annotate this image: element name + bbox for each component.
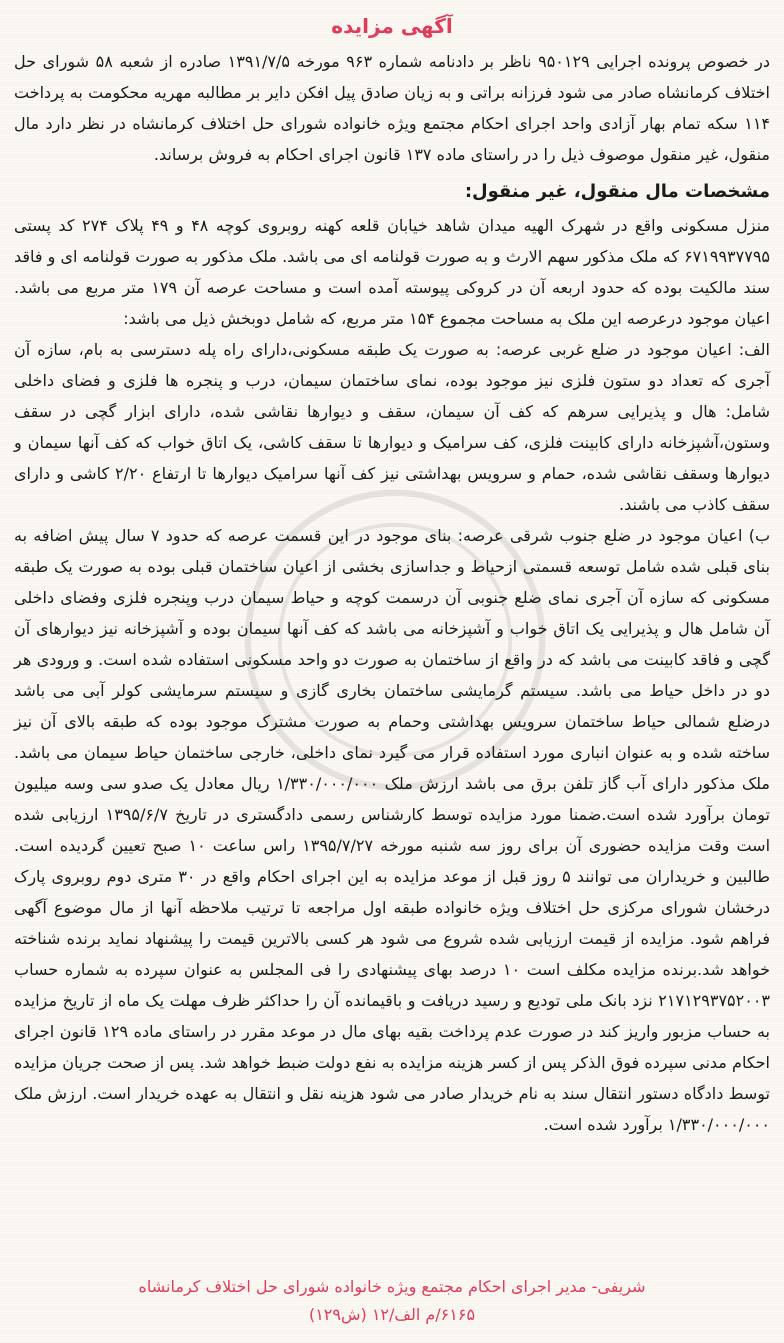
signature-line: شریفی- مدیر اجرای احکام مجتمع ویژه خانواده شورای حل اختلاف کرمانشاه xyxy=(138,1277,646,1296)
reference-line: ۶۱۶۵/م الف/۱۲ (ش۱۲۹) xyxy=(308,1305,476,1324)
section-heading: مشخصات مال منقول، غیر منقول: xyxy=(464,181,770,202)
notice-title: آگهی مزایده xyxy=(331,14,453,38)
property-paragraph: منزل مسکونی واقع در شهرک الهیه میدان شاهد خیابان قلعه کهنه روبروی کوچه ۴۸ و ۴۹ پلاک ۲۷۴ کد پستی ۶۷۱۹۹۳۷۷۹۵ که ملک مذکور سهم الارث و به صورت قولنامه ای می باشد. ملک مذکور به صورت قولنامه ای و فاقد سند مالکیت بوده که حدود اربعه آن در کروکی پیوسته آمده است و مساحت عرصه آن ۱۷۹ متر مربع می باشد. اعیان موجود درعرصه این ملک به مساحت مجموع ۱۵۴ متر مربع، که شامل دوبخش ذیل می باشد: xyxy=(14,216,771,328)
notice-footer xyxy=(0,1273,784,1329)
part-b-paragraph: ب) اعیان موجود در ضلع جنوب شرقی عرصه: بنای موجود در این قسمت عرصه که حدود ۷ سال پیش اضافه به بنای قبلی شده شامل توسعه قسمتی ازحیاط و جداسازی بخشی از اعیان ساختمان قبلی بوده به صورت یک طبقه مسکونی که سازه آن آجری نمای ضلع جنوبی آن درسمت کوچه و حیاط سیمان درب وپنجره فلزی وفضای داخلی آن شامل هال و پذیرایی یک اتاق خواب و آشپزخانه می باشد که کف آنها سیمان بوده و آشپزخانه نیز دیوارهای آن گچی و فاقد کابینت می باشد که در واقع از ساختمان به صورت دو واحد مسکونی استفاده شده است. و ورودی هر دو در داخل حیاط می باشد. سیستم گرمایشی ساختمان بخاری گازی و سیستم سرمایشی کولر آبی می باشد درضلع شمالی حیاط ساختمان سرویس بهداشتی وحمام به صورت مشترک موجود بوده که طبقه بالای آن نیز ساخته شده و به عنوان انباری مورد استفاده قرار می گیرد نمای داخلی، خارجی ساختمان حیاط سیمان می باشد. ملک مذکور دارای آب گاز تلفن برق می باشد ارزش ملک ۱/۳۳۰/۰۰۰/۰۰۰ ریال معادل یک صدو سی وسه میلیون تومان برآورد شده است.ضمنا مورد مزایده توسط کارشناس رسمی دادگستری در تاریخ ۱۳۹۵/۶/۷ ارزیابی شده است وقت مزایده حضوری آن برای روز سه شنبه مورخه ۱۳۹۵/۷/۲۷ راس ساعت ۱۰ صبح تعیین گردیده است. طالبین و خریداران می توانند ۵ روز قبل از موعد مزایده به این اجرای احکام واقع در ۳۰ متری دوم روبروی پارک درخشان شورای مرکزی حل اختلاف ویژه خانواده طبقه اول مراجعه تا ترتیب ملاحظه آنها از مال موضوع آگهی فراهم شود. مزایده از قیمت ارزیابی شده شروع می شود هر کسی بالاترین قیمت را پیشنهاد نماید برنده شناخته خواهد شد.برنده مزایده مکلف است ۱۰ درصد بهای پیشنهادی را فی المجلس به عنوان سپرده به شماره حساب ۲۱۷۱۲۹۳۷۵۲۰۰۳ نزد بانک ملی تودیع و رسید دریافت و باقیمانده آن را حداکثر ظرف مهلت یک ماه از تاریخ مزایده به حساب مزبور واریز کند در صورت عدم پرداخت بقیه بهای مال در موعد مقرر در راستای ماده ۱۲۹ قانون اجرای احکام مدنی سپرده فوق الذکر پس از کسر هزینه مزایده به نفع دولت ضبط خواهد شد. پس از صحت جریان مزایده توسط دادگاه دستور انتقال سند به نام خریدار صادر می شود هزینه نقل و انتقال به عهده خریدار است. ارزش ملک ۱/۳۳۰/۰۰۰/۰۰۰ برآورد شده است. xyxy=(14,526,771,1134)
part-a-paragraph: الف: اعیان موجود در ضلع غربی عرصه: به صورت یک طبقه مسکونی،دارای راه پله دسترسی به بام، سازه آن آجری که تعداد دو ستون فلزی نیز موجود بوده، نمای ساختمان سیمان، درب و پنجره ها فلزی و فضای داخلی شامل: هال و پذیرایی سرهم که کف آن سیمان، سقف و دیوارها نقاشی شده، دارای ابزار گچی در سقف وستون،آشپزخانه دارای کابینت فلزی، کف سرامیک و دیوارها تا سقف کاشی، یک اتاق خواب که کف آنها سیمان و دیوارها وسقف نقاشی شده، حمام و سرویس بهداشتی نیز کف آنها سرامیک دیوارها تا ارتفاع ۲/۲۰ کاشی و دارای سقف کاذب می باشند. xyxy=(14,340,770,514)
intro-paragraph: در خصوص پرونده اجرایی ۹۵۰۱۲۹ ناظر بر دادنامه شماره ۹۶۳ مورخه ۱۳۹۱/۷/۵ صادره از شعبه ۵۸ شورای حل اختلاف کرمانشاه صادر می شود فرزانه براتی و به زیان صادق پیل افکن دایر بر مطالبه مهریه محکومت به پرداخت ۱۱۴ سکه تمام بهار آزادی واحد اجرای احکام مجتمع ویژه خانواده شورای حل اختلاف کرمانشاه در نظر دارد مال منقول، غیر منقول موصوف ذیل را در راستای ماده ۱۳۷ قانون اجرای احکام به فروش برساند. xyxy=(14,52,770,164)
